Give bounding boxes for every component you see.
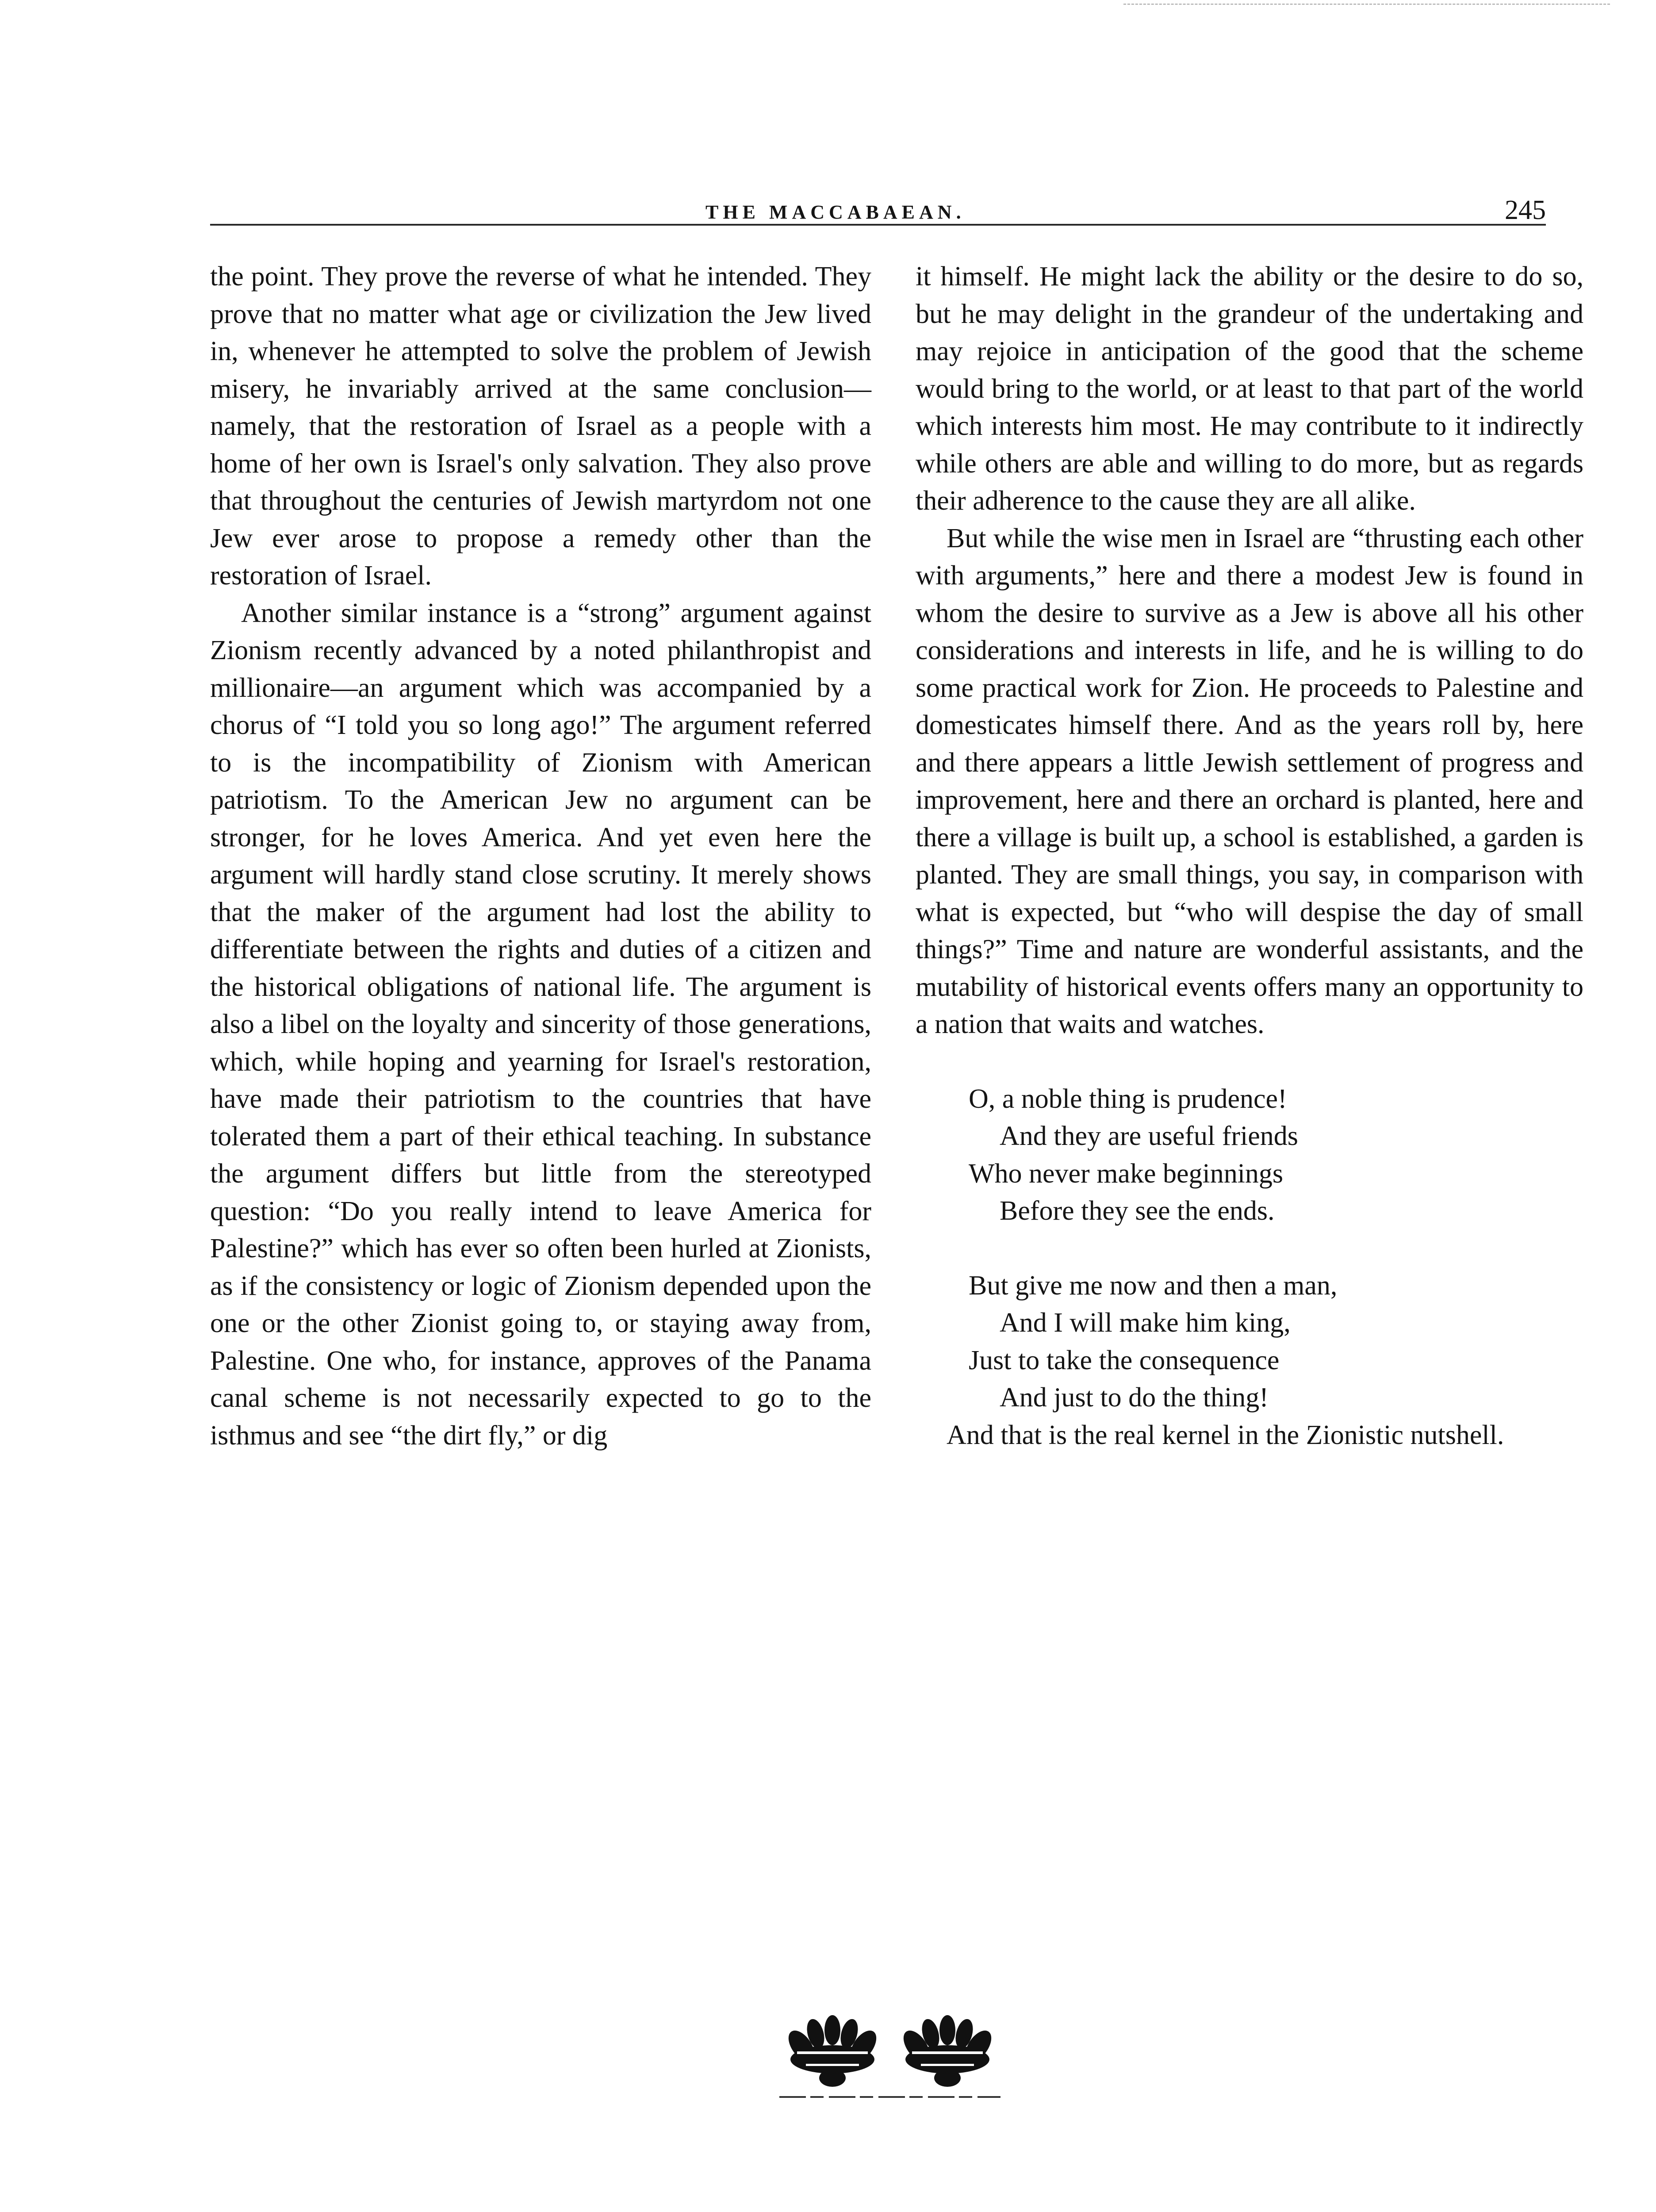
left-column — [210, 258, 871, 1454]
running-title: THE MACCABAEAN. — [705, 201, 966, 223]
poem-line: Who never make beginnings — [969, 1158, 1284, 1189]
ornament-icon — [775, 2008, 1005, 2106]
header-rule — [210, 224, 1546, 226]
closing-paragraph: And that is the real kernel in the Zionistic nutshell. — [947, 1420, 1504, 1450]
poem-stanza — [916, 1080, 1583, 1230]
paragraph: it himself. He might lack the ability or the desire to do so, but he may delight in the grandeur of the undertaking and may rejoice in anticipation of the good that the scheme would bring to the world, or at least to that part of the world which interests him most. He may contribute to it indirectly while others are able and willing to do more, but as regards their adherence to the cause they are all alike. — [916, 261, 1583, 516]
poem-line: Just to take the consequence — [969, 1345, 1280, 1375]
poem-line: But give me now and then a man, — [969, 1270, 1338, 1301]
poem-line: And I will make him king, — [1000, 1308, 1291, 1338]
paragraph: the point. They prove the reverse of what he intended. They prove that no matter what age or civilization the Jew lived in, whenever he attempted to solve the problem of Jewish misery, he invariably arrived at the same conclusion—namely, that the restoration of Israel as a people with a home of her own is Israel's only salvation. They also prove that throughout the centuries of Jewish martyrdom not one Jew ever arose to propose a remedy other than the restoration of Israel. — [210, 261, 871, 591]
poem-line: Before they see the ends. — [1000, 1196, 1275, 1226]
right-column — [916, 258, 1583, 1454]
poem-line: And they are useful friends — [1000, 1121, 1298, 1151]
paragraph: But while the wise men in Israel are “thrusting each other with arguments,” here and there a modest Jew is found in whom the desire to survive as a Jew is above all his other considerations and interests in life, and he is willing to do some practical work for Zion. He proceeds to Palestine and domesticates himself there. And as the years roll by, here and there appears a little Jewish settlement of progress and improvement, here and there an orchard is planted, here and there a village is built up, a school is established, a garden is planted. They are small things, you say, in comparison with what is expected, but “who will despise the day of small things?” Time and nature are wonderful assistants, and the mutability of historical events offers many an opportunity to a nation that waits and watches. — [916, 523, 1583, 1039]
poem-line: And just to do the thing! — [1000, 1382, 1269, 1413]
page-header — [210, 195, 1546, 226]
paragraph: Another similar instance is a “strong” argument against Zionism recently advanced by a noted philanthropist and millionaire—an argument which was accompanied by a chorus of “I told you so long ago!” The argument referred to is the incompatibility of Zionism with American patriotism. To the American Jew no argument can be stronger, for he loves America. And yet even here the argument will hardly stand close scrutiny. It merely shows that the maker of the argument had lost the ability to differentiate between the rights and duties of a citizen and the historical obligations of national life. The argument is also a libel on the loyalty and sincerity of those generations, which, while hoping and yearning for Israel's restoration, have made their patriotism to the countries that have tolerated them a part of their ethical teaching. In substance the argument differs but little from the stereotyped question: “Do you really intend to leave America for Palestine?” which has ever so often been hurled at Zionists, as if the consistency or logic of Zionism depended upon the one or the other Zionist going to, or staying away from, Palestine. One who, for instance, approves of the Panama canal scheme is not necessarily expected to go to the isthmus and see “the dirt fly,” or dig — [210, 598, 871, 1451]
poem-stanza — [916, 1267, 1583, 1417]
page-number: 245 — [1505, 195, 1546, 225]
scan-edge-rule — [1123, 4, 1610, 5]
poem-line: O, a noble thing is prudence! — [969, 1083, 1287, 1114]
